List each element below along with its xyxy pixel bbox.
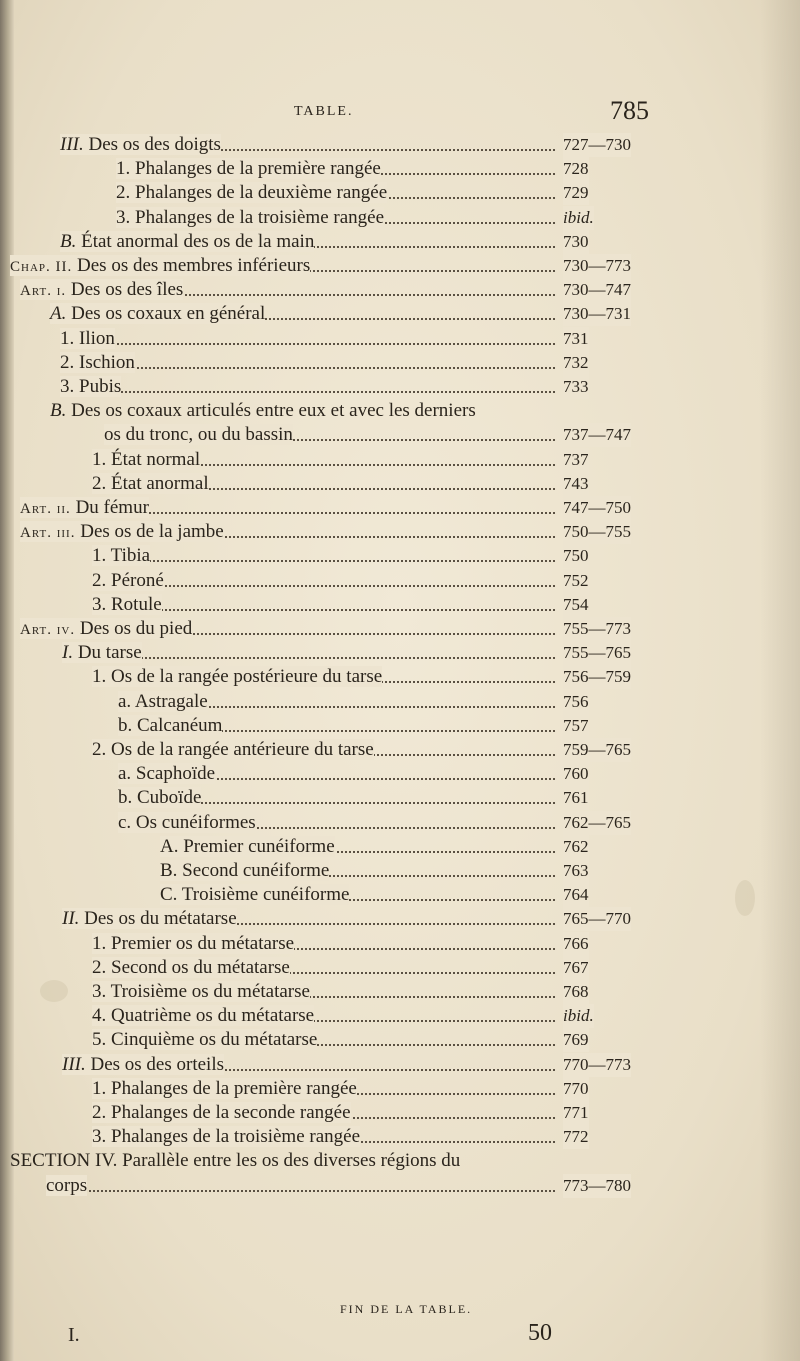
toc-entry-text: 3. Pubis <box>60 376 122 397</box>
toc-entry-title <box>92 545 150 566</box>
toc-entry <box>20 520 631 544</box>
toc-entry-label: I. <box>62 642 74 664</box>
toc-entry-text: 2. Phalanges de la seconde rangée <box>92 1102 351 1123</box>
toc-entry-title <box>118 763 215 784</box>
toc-entry-page: 764 <box>563 883 589 907</box>
toc-entry <box>20 617 631 641</box>
toc-entry <box>46 1174 631 1198</box>
toc-entry <box>92 956 589 980</box>
page-number: 785 <box>610 96 649 125</box>
toc-entry-text: 1. État normal <box>92 448 201 470</box>
toc-entry <box>92 1125 589 1149</box>
toc-entry-text: b. Calcanéum <box>118 714 223 736</box>
toc-entry-page: 759—765 <box>563 738 631 762</box>
toc-entry-text: os du tronc, ou du bassin <box>104 424 293 446</box>
toc-entry <box>92 1028 589 1052</box>
toc-entry-title <box>10 255 310 276</box>
toc-entry-page: 761 <box>563 786 589 810</box>
toc-entry-text: Des os de la jambe <box>75 521 224 543</box>
toc-entry-page: 756 <box>563 690 589 714</box>
toc-entry <box>62 641 631 665</box>
toc-entry-text: C. Troisième cunéiforme <box>160 884 350 906</box>
toc-entry <box>92 665 631 689</box>
toc-entry-title <box>116 158 381 179</box>
toc-entry-page: 755—765 <box>563 641 631 665</box>
toc-entry <box>62 907 631 931</box>
dot-leader <box>46 1190 555 1192</box>
toc-entry-title <box>62 908 237 929</box>
toc-entry-text: 1. Phalanges de la première rangée <box>116 158 381 180</box>
toc-entry-title <box>20 279 183 300</box>
toc-entry <box>92 593 589 617</box>
toc-entry-title <box>92 1102 351 1123</box>
toc-entry-text: 1. Premier os du métatarse <box>92 932 295 954</box>
toc-entry-title <box>62 1054 224 1075</box>
toc-entry <box>118 714 589 738</box>
toc-entry-title <box>60 328 115 349</box>
toc-entry-text: corps <box>46 1174 88 1196</box>
toc-entry-title <box>50 400 476 421</box>
toc-entry-text: a. Scaphoïde <box>118 763 216 785</box>
toc-entry-label: III. <box>62 1053 86 1075</box>
toc-entry-text: 2. État anormal <box>92 472 209 494</box>
toc-entry-label: B. <box>60 230 77 252</box>
toc-entry-title <box>92 1126 360 1147</box>
toc-entry <box>118 786 589 810</box>
toc-entry-text: 2. Second os du métatarse <box>92 956 290 978</box>
toc-entry-title <box>20 521 224 542</box>
toc-entry-label: III. <box>60 134 84 155</box>
toc-entry <box>92 1004 594 1028</box>
toc-entry-title <box>92 594 162 615</box>
toc-entry-page: 772 <box>563 1125 589 1149</box>
toc-entry <box>160 835 589 859</box>
toc-entry <box>118 811 631 835</box>
toc-entry-text: 2. Péroné <box>92 569 164 591</box>
toc-entry-title <box>10 1150 460 1171</box>
toc-entry-title <box>92 1029 317 1050</box>
toc-entry-label: B. <box>50 400 67 422</box>
toc-entry-page: 763 <box>563 859 589 883</box>
toc-entry-page: 771 <box>563 1101 589 1125</box>
toc-entry-page: 727—730 <box>563 133 631 157</box>
toc-entry-text: 1. Tibia <box>92 545 151 567</box>
toc-entry <box>60 327 589 351</box>
toc-entry-text: 1. Os de la rangée postérieure du tarse <box>92 666 383 688</box>
toc-entry-page: 755—773 <box>563 617 631 641</box>
toc-entry <box>160 883 589 907</box>
toc-entry-label: Art. i. <box>20 283 67 300</box>
toc-entry-page: 766 <box>563 932 589 956</box>
toc-entry-title <box>92 957 290 978</box>
toc-entry <box>92 569 589 593</box>
toc-entry-page: 730—747 <box>563 278 631 302</box>
signature-number: 50 <box>528 1320 552 1346</box>
toc-entry <box>92 1101 589 1125</box>
toc-entry-page: 769 <box>563 1028 589 1052</box>
toc-entry <box>92 1077 589 1101</box>
toc-entry-page: 757 <box>563 714 589 738</box>
toc-entry <box>116 206 594 230</box>
toc-entry-page: 729 <box>563 181 589 205</box>
toc-entry <box>92 472 589 496</box>
toc-entry <box>104 423 631 447</box>
toc-entry <box>62 1053 631 1077</box>
toc-entry-text: B. Second cunéiforme <box>160 860 330 881</box>
toc-entry-page: 731 <box>563 327 589 351</box>
toc-entry-page: 743 <box>563 472 589 496</box>
toc-entry <box>50 399 555 423</box>
toc-entry-title <box>92 449 200 470</box>
toc-entry-page: 730 <box>563 230 589 254</box>
signature-mark: I. <box>68 1324 80 1346</box>
toc-entry-label: II. <box>62 908 80 930</box>
toc-entry-text: Des os des membres inférieurs <box>72 255 311 276</box>
toc-entry-page: 768 <box>563 980 589 1004</box>
toc-entry-text: a. Astragale <box>118 690 208 712</box>
toc-entry-text: Des os des orteils <box>85 1053 224 1075</box>
toc-entry-text: Parallèle entre les os des diverses régions du <box>117 1150 461 1172</box>
toc-entry-text: Des os du pied <box>75 618 193 639</box>
toc-entry-title <box>46 1175 87 1196</box>
toc-entry-text: Des os des doigts <box>83 134 221 155</box>
toc-entry-text: 3. Rotule <box>92 593 162 615</box>
toc-entry-text: 2. Phalanges de la deuxième rangée <box>116 182 388 204</box>
toc-entry-title <box>92 473 209 494</box>
toc-entry-page: ibid. <box>563 206 594 230</box>
toc-entry-page: 733 <box>563 375 589 399</box>
toc-entry-title <box>92 666 382 687</box>
toc-entry-page: 730—773 <box>563 254 631 278</box>
toc-entry <box>20 278 631 302</box>
toc-entry-page: 732 <box>563 351 589 375</box>
toc-entry-text: 3. Phalanges de la troisième rangée <box>92 1126 361 1148</box>
toc-entry <box>60 133 631 157</box>
toc-entry-title <box>116 207 384 228</box>
toc-entry-title <box>118 715 222 736</box>
toc-entry-text: Du tarse <box>73 642 142 664</box>
toc-entry-title <box>60 376 121 397</box>
toc-entry <box>116 181 589 205</box>
toc-entry-text: 1. Phalanges de la première rangée <box>92 1077 357 1099</box>
toc-entry-page: 770 <box>563 1077 589 1101</box>
toc-entry <box>60 351 589 375</box>
toc-entry-text: Des os coxaux en général <box>66 303 266 325</box>
toc-entry-text: 3. Troisième os du métatarse <box>92 981 310 1002</box>
toc-entry-title <box>118 787 201 808</box>
toc-entry-text: Des os des îles <box>66 279 184 301</box>
toc-entry <box>60 230 589 254</box>
toc-entry-page: 737—747 <box>563 423 631 447</box>
toc-entry <box>118 762 589 786</box>
toc-entry-title <box>160 836 335 857</box>
toc-entry-text: Du fémur <box>70 497 149 518</box>
toc-entry-page: 750 <box>563 544 589 568</box>
toc-entry <box>160 859 589 883</box>
toc-entry-text: Des os du métatarse <box>79 908 237 930</box>
toc-entry-title <box>160 860 329 881</box>
toc-entry-title <box>160 884 349 905</box>
toc-entry-text: 2. Ischion <box>60 351 135 373</box>
toc-entry-text: 3. Phalanges de la troisième rangée <box>116 206 385 228</box>
dot-leader <box>60 343 555 345</box>
toc-entry-label: Art. iii. <box>20 525 76 542</box>
toc-entry-page: ibid. <box>563 1004 594 1028</box>
toc-entry-title <box>60 134 221 155</box>
toc-entry <box>92 544 589 568</box>
toc-entry-title <box>116 182 387 203</box>
toc-entry-page: 747—750 <box>563 496 631 520</box>
toc-entry <box>10 254 631 278</box>
toc-entry-label: Art. ii. <box>20 501 71 517</box>
toc-entry <box>92 932 589 956</box>
toc-entry-title <box>92 1005 314 1026</box>
toc-entry-title <box>62 642 142 663</box>
toc-entry <box>20 496 631 520</box>
toc-entry-page: 737 <box>563 448 589 472</box>
toc-entry-label: Art. iv. <box>20 622 76 638</box>
toc-entry-page: 767 <box>563 956 589 980</box>
toc-entry-title <box>92 570 164 591</box>
dot-leader <box>60 391 555 393</box>
toc-entry-label: Chap. II. <box>10 259 73 275</box>
toc-entry-page: 762 <box>563 835 589 859</box>
toc-entry-title <box>20 618 192 639</box>
toc-entry-title <box>92 981 310 1002</box>
toc-entry-text: 5. Cinquième os du métatarse <box>92 1029 318 1051</box>
end-note: FIN DE LA TABLE. <box>340 1302 473 1316</box>
toc-entry-title <box>118 691 208 712</box>
toc-entry-text: b. Cuboïde <box>118 787 202 809</box>
dot-leader <box>92 560 555 562</box>
toc-entry-label: A. <box>50 303 67 325</box>
toc-entry <box>50 302 631 326</box>
toc-entry-title <box>50 303 265 324</box>
toc-entry-title <box>118 812 256 833</box>
toc-entry-text: 2. Os de la rangée antérieure du tarse <box>92 739 374 760</box>
toc-entry-page: 730—731 <box>563 302 631 326</box>
toc-entry-title <box>60 352 135 373</box>
toc-entry-title <box>60 231 314 252</box>
toc-entry-text: A. Premier cunéiforme <box>160 835 335 857</box>
toc-entry-title <box>104 424 293 445</box>
toc-entry <box>92 738 631 762</box>
toc-entry-page: 765—770 <box>563 907 631 931</box>
toc-entry-title <box>20 497 149 518</box>
toc-entry-title <box>92 1078 357 1099</box>
toc-entry <box>118 690 589 714</box>
toc-entry-text: 4. Quatrième os du métatarse <box>92 1005 315 1027</box>
toc-entry <box>92 448 589 472</box>
toc-entry <box>60 375 589 399</box>
toc-entry-text: Des os coxaux articulés entre eux et avec les derniers <box>66 400 476 422</box>
toc-entry-title <box>92 933 294 954</box>
toc-entry-page: 762—765 <box>563 811 631 835</box>
toc-entry-page: 773—780 <box>563 1174 631 1198</box>
toc-entry-label: SECTION IV. <box>10 1150 118 1172</box>
toc-entry <box>92 980 589 1004</box>
toc-entry-page: 728 <box>563 157 589 181</box>
toc-entry <box>116 157 589 181</box>
toc-entry-title <box>92 739 374 760</box>
toc-entry <box>10 1149 555 1173</box>
toc-entry-page: 760 <box>563 762 589 786</box>
toc-entry-text: État anormal des os de la main <box>76 230 315 252</box>
toc-entry-page: 770—773 <box>563 1053 631 1077</box>
toc-entry-text: c. Os cunéiformes <box>118 811 256 833</box>
toc-entry-page: 754 <box>563 593 589 617</box>
running-head: TABLE. <box>294 104 354 119</box>
toc-entry-page: 752 <box>563 569 589 593</box>
toc-entry-text: 1. Ilion <box>60 327 115 349</box>
toc-entry-page: 756—759 <box>563 665 631 689</box>
toc-entry-page: 750—755 <box>563 520 631 544</box>
